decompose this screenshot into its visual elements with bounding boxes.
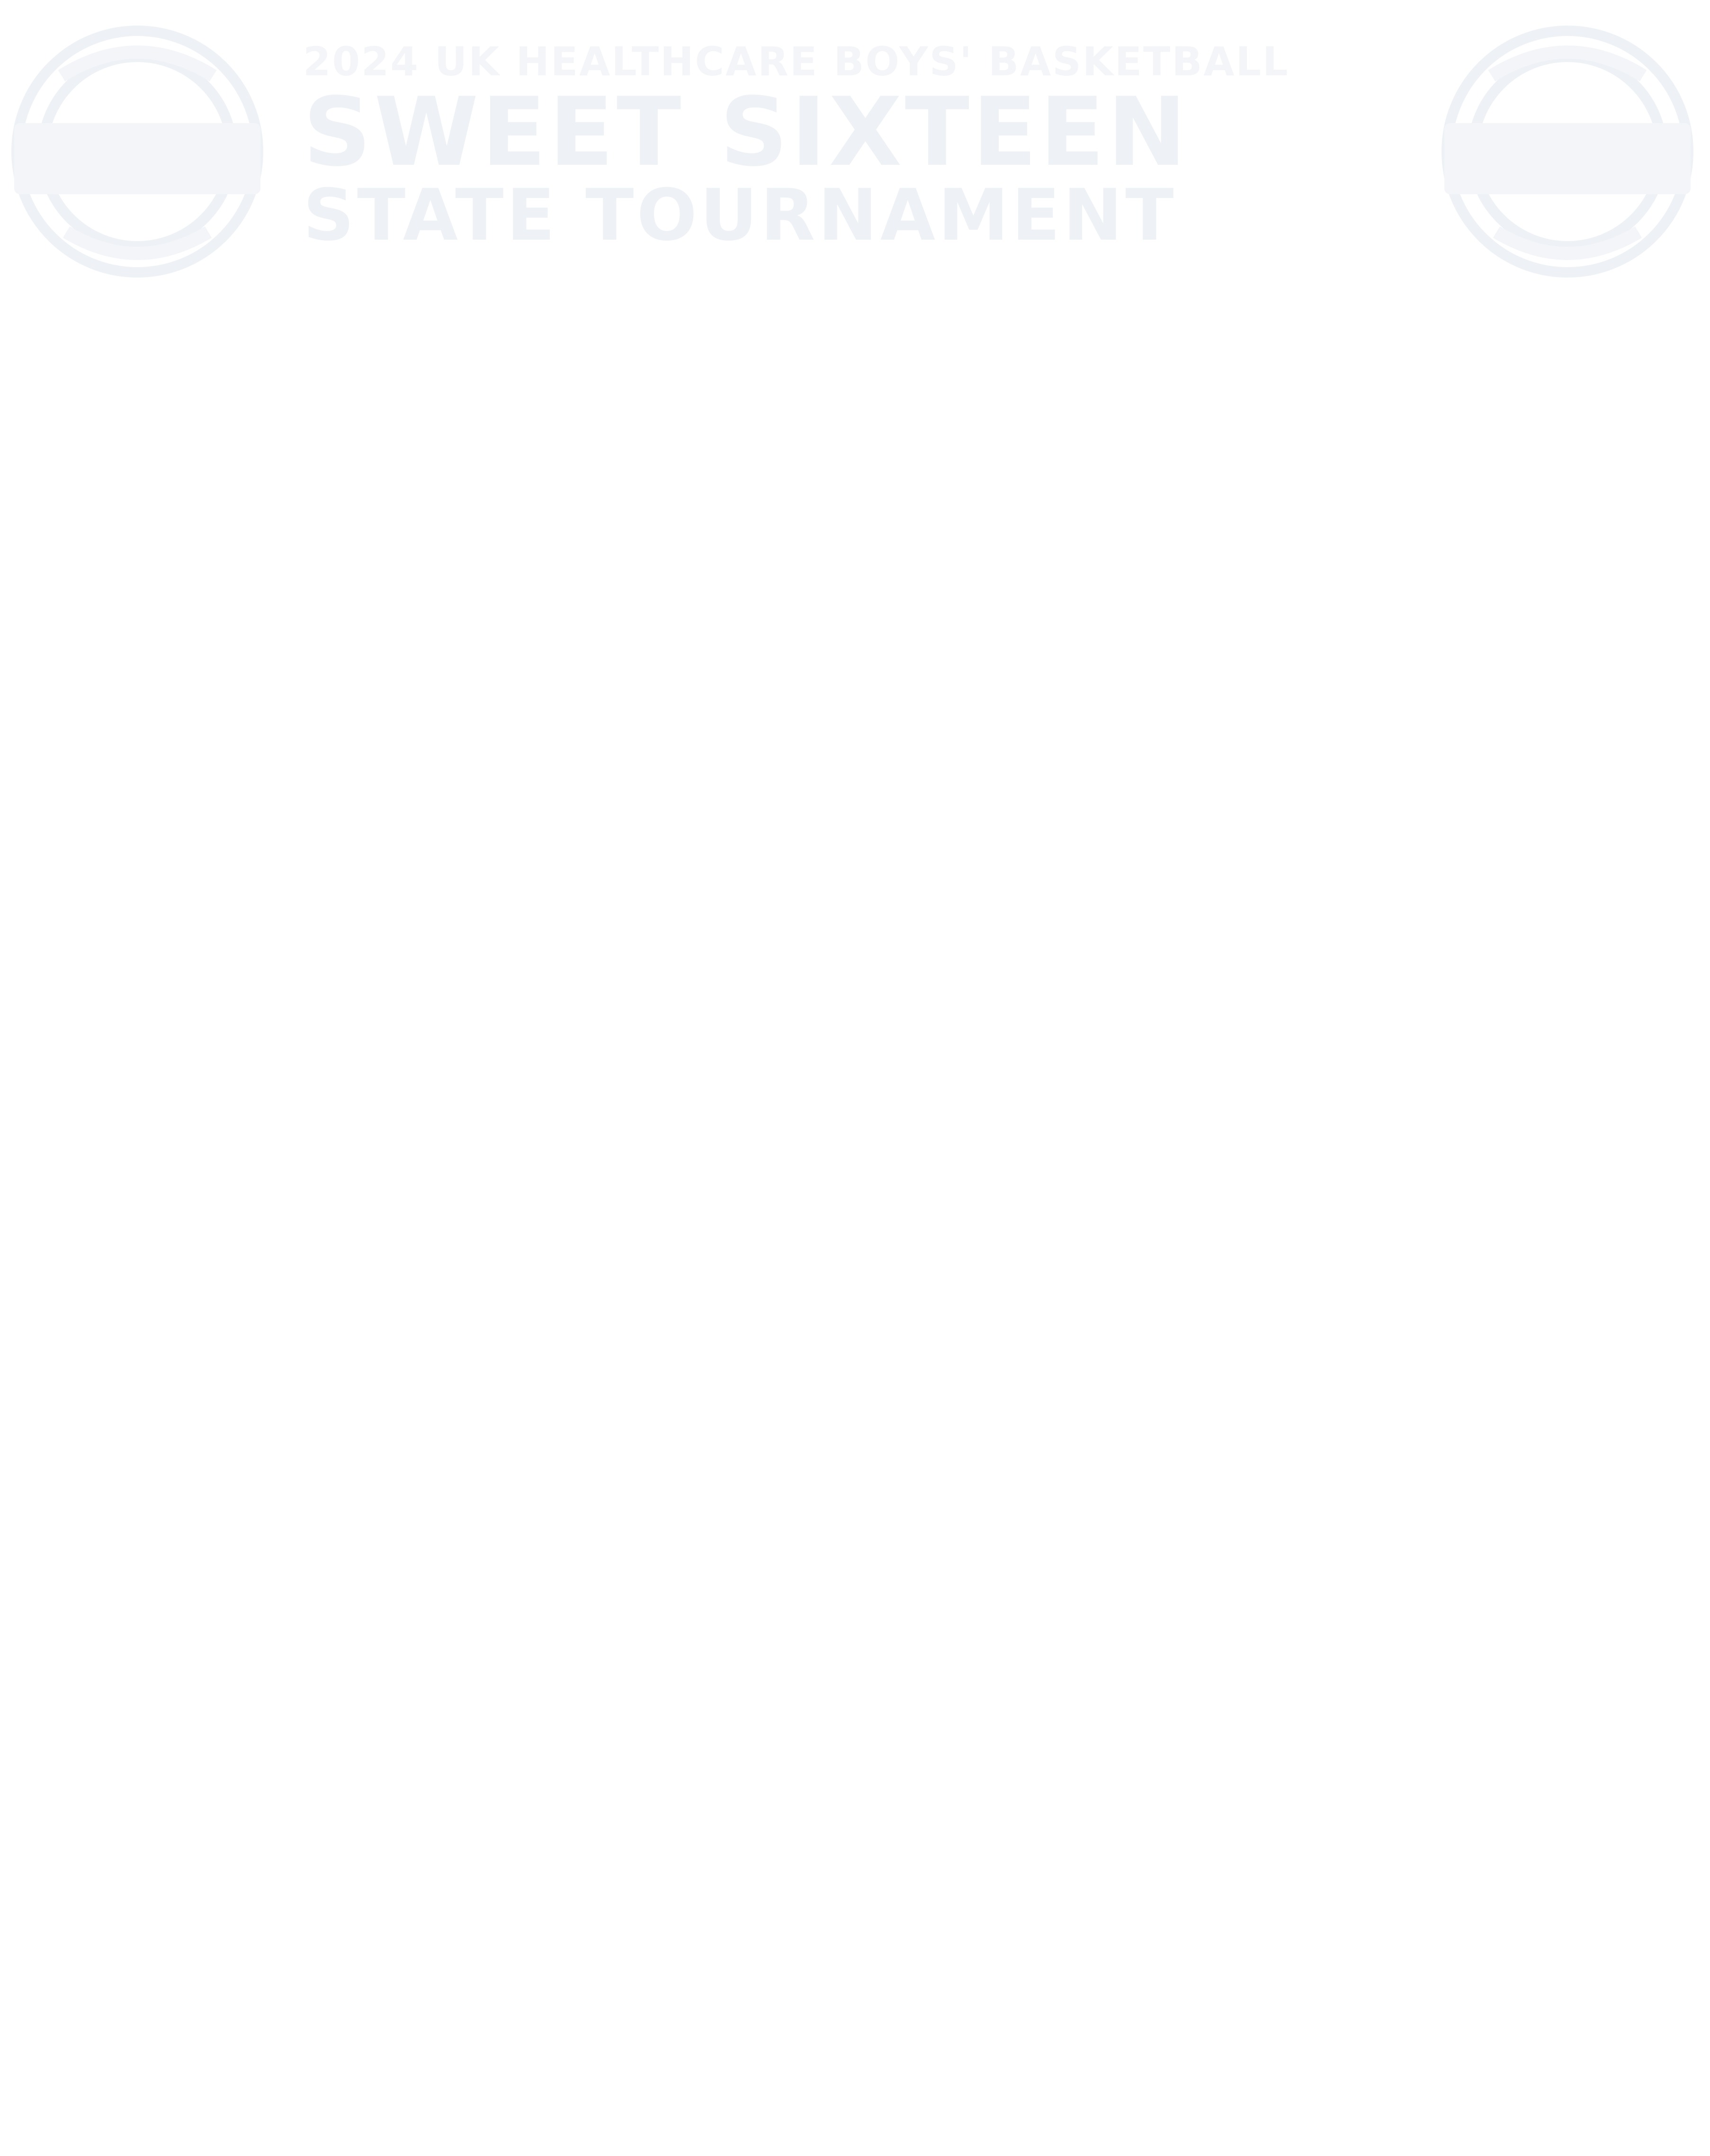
- tournament-subtitle: 2024 UK HEALTHCARE BOYS' BASKETBALL: [303, 38, 1289, 85]
- tournament-title: SWEET SIXTEEN: [303, 77, 1190, 188]
- sweet-16-logo-left: [5, 9, 270, 294]
- header: [0, 0, 1710, 303]
- sweet-16-logo-right: [1435, 9, 1700, 294]
- tournament-title-secondary: STATE TOURNAMENT: [303, 174, 1177, 257]
- title-block: [303, 38, 1392, 257]
